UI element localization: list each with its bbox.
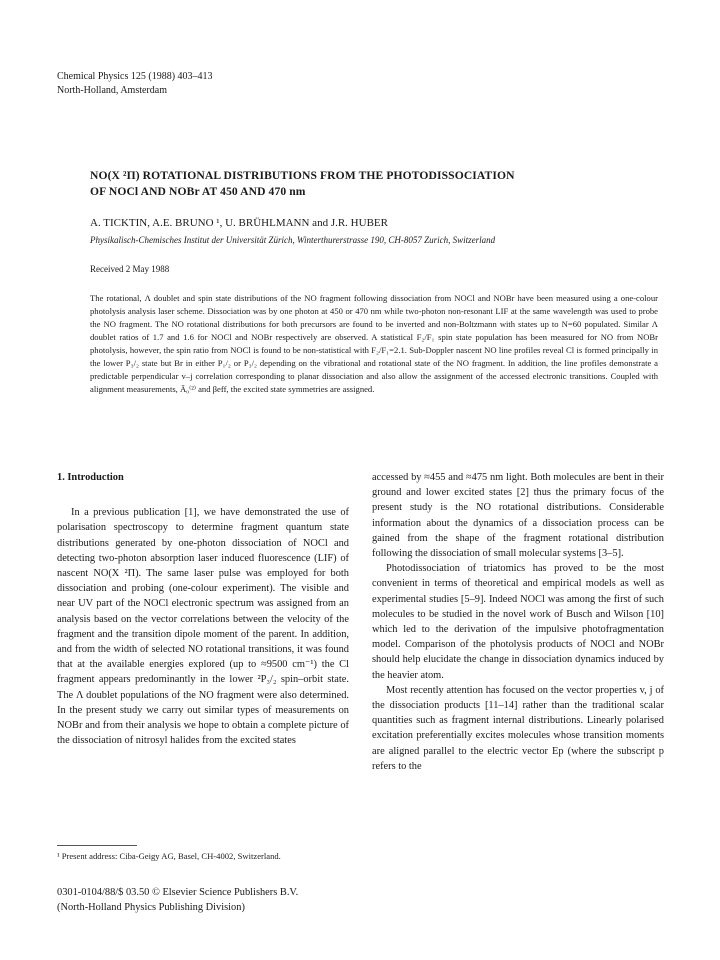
publishing-division: (North-Holland Physics Publishing Division) (57, 902, 245, 913)
received-date: Received 2 May 1988 (90, 264, 170, 274)
copyright-imprint (57, 885, 298, 915)
author-list: A. TICKTIN, A.E. BRUNO ¹, U. BRÜHLMANN and J.R. HUBER (90, 217, 388, 229)
journal-header (57, 70, 213, 98)
right-column (372, 470, 664, 774)
paper-title (90, 168, 650, 200)
paper-title-line-2: OF NOCl AND NOBr AT 450 AND 470 nm (90, 185, 306, 198)
left-column (57, 470, 349, 748)
abstract: The rotational, Λ doublet and spin state distributions of the NO fragment following dissociation from NOCl and NOBr have been measured using a one-colour photolysis analysis laser scheme. Dissociation was by one photon at 450 or 470 nm while two-photon non-resonant LIF at the same wavelength was used to probe the NO fragment. The NO rotational distributions for both precursors are found to be inverted and non-Boltzmann with states up to N=60 populated. Similar Λ doublet ratios of 1.7 and 1.6 for NOCl and NOBr respectively are observed. A statistical F₂/F₁ spin state population has been measured for NO from NOBr photolysis, however, the spin ratio from NOCl is found to be non-statistical with F₂/F₁=2.1. Sub-Doppler nascent NO line profiles reveal Cl is formed principally in the lower P₃/₂ state but Br in either P₁/₂ or P₃/₂ depending on the vibrational and rotational state of the NO fragment. In addition, the line profiles demonstrate a predictable perpendicular v–j correlation corresponding to planar dissociation and also allow the assignment of the accessed electronic transitions. Coupled with alignment measurements, Ā₀⁽²⁾ and βeff, the excited state symmetries are assigned. (90, 293, 658, 394)
journal-publisher: North-Holland, Amsterdam (57, 85, 167, 96)
intro-paragraph-1-continued: accessed by ≈455 and ≈475 nm light. Both molecules are bent in their ground and lower excited states [2] thus the primary focus of the present study is the NO rotational distributions. Considerable information about the dynamics of a dissociation process can be gained from the shape of the fragment rotational distribution following the dissociation of small molecular systems [3–5]. (372, 472, 664, 560)
section-heading: 1. Introduction (57, 472, 124, 483)
footnote: ¹ Present address: Ciba-Geigy AG, Basel, CH-4002, Switzerland. (57, 851, 281, 861)
paper-title-line-1: NO(X ²Π) ROTATIONAL DISTRIBUTIONS FROM THE PHOTODISSOCIATION (90, 169, 515, 182)
intro-paragraph-1: In a previous publication [1], we have demonstrated the use of polarisation spectroscopy to determine fragment quantum state distributions generated by one-photon dissociation of NOCl and detecting two-photon absorption laser induced fluorescence (LIF) of nascent NO(X ²Π). The same laser pulse was employed for both dissociation and probing (one-colour experiment). The visible and near UV part of the NOCl electronic spectrum was assigned from an analysis based on the vector correlations between the velocity of the fragment and the transition dipole moment of the parent. In addition, and from the width of selected NO rotational transitions, it was found that at the available energies explored (up to ≈9500 cm⁻¹) the Cl fragment appears predominantly in the lower ²P₃/₂ spin–orbit state. The Λ doublet populations of the NO fragment were also determined. In the present study we carry out similar types of measurements on NOBr and from their analysis we hope to obtain a complete picture of the dissociation of nitrosyl halides from the excited states (57, 507, 349, 747)
footnote-divider (57, 845, 137, 846)
intro-paragraph-2: Photodissociation of triatomics has proved to be the most convenient in terms of theoretical and empirical models as well as experimental studies [5–9]. Indeed NOCl was among the first of such molecules to be studied in the novel work of Busch and Wilson [10] which led to the derivation of the impulsive photofragmentation model. Comparison of the photolysis products of NOCl and NOBr should help elucidate the change in dissociation dynamics induced by the heavier atom. (372, 563, 664, 681)
author-affiliation: Physikalisch-Chemisches Institut der Universität Zürich, Winterthurerstrasse 190, CH-8057 Zurich, Switzerland (90, 235, 496, 245)
intro-paragraph-3: Most recently attention has focused on the vector properties v, j of the dissociation products [11–14] rather than the traditional scalar quantities such as fragment internal distributions. Linearly polarised excitation preferentially excites molecules whose transition moments are aligned parallel to the electric vector Ep (where the subscript p refers to the (372, 684, 664, 772)
journal-citation: Chemical Physics 125 (1988) 403–413 (57, 71, 213, 82)
copyright-line: 0301-0104/88/$ 03.50 © Elsevier Science Publishers B.V. (57, 887, 299, 898)
